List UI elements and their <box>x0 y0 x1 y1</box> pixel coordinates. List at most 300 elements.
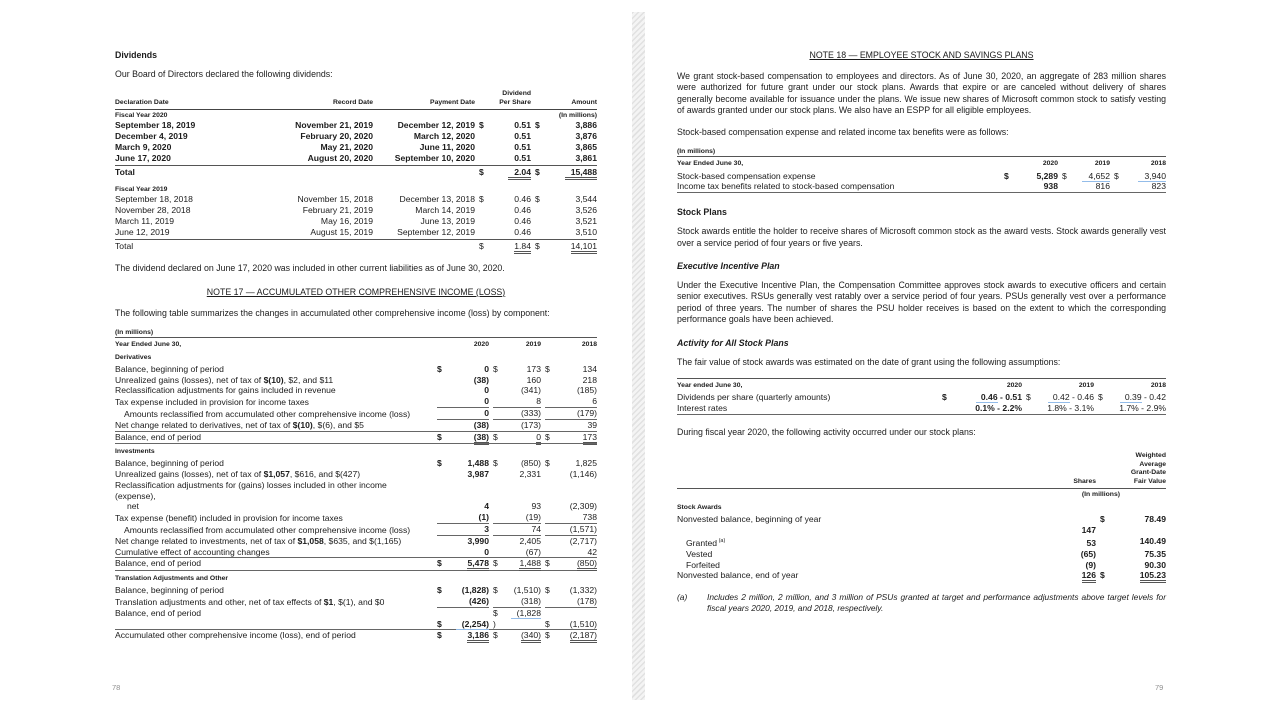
section-label: Investments <box>115 448 155 456</box>
table-row <box>115 536 597 547</box>
row-label: Balance, beginning of period <box>115 458 224 469</box>
fiscal-year-label: Fiscal Year 2019 <box>115 186 168 194</box>
currency-symbol: $ <box>545 363 550 374</box>
table-cell <box>437 512 489 524</box>
cell-lines <box>437 458 489 469</box>
cell-number: 2.04 <box>508 167 531 180</box>
cell-number: 173 <box>526 363 541 374</box>
cell-value <box>1098 403 1166 414</box>
cell-lines <box>545 458 597 469</box>
currency-symbol: $ <box>493 431 498 442</box>
cell-value <box>493 375 541 386</box>
table-row <box>115 364 597 375</box>
currency-symbol: $ <box>1114 170 1119 181</box>
table-row <box>677 514 1166 536</box>
cell-number: (1,571) <box>569 524 597 535</box>
cell-number: 0.46 <box>514 194 531 205</box>
cell-lines <box>1100 570 1166 581</box>
cell-line <box>545 630 597 641</box>
section-label: Stock Awards <box>677 504 722 512</box>
cell-lines <box>437 469 489 480</box>
cell-lines <box>545 364 597 375</box>
cell-number: 3,510 <box>575 227 597 238</box>
currency-symbol: $ <box>535 167 540 178</box>
cell-lines <box>1062 181 1110 192</box>
cell-number: 3,940 <box>1138 171 1166 182</box>
in-millions-label: (In millions) <box>115 329 597 338</box>
cell-number: 3,861 <box>575 153 597 164</box>
row-label: Balance, end of period <box>115 607 202 618</box>
cell-line <box>545 364 597 375</box>
declaration-date: June 17, 2020 <box>115 153 171 164</box>
cell-lines <box>535 167 597 178</box>
note18-heading: NOTE 18 — EMPLOYEE STOCK AND SAVINGS PLANS <box>809 50 1034 60</box>
cell-lines <box>493 630 541 641</box>
cell-lines <box>437 432 489 443</box>
cell-lines <box>942 403 1022 414</box>
cell-number: (38) <box>474 432 489 445</box>
cell-line <box>437 585 489 596</box>
table-cell <box>545 420 597 431</box>
column-header-dividend-per-share <box>479 90 531 107</box>
cell-lines <box>437 596 489 607</box>
cell-value <box>545 375 597 386</box>
cell-value <box>535 131 597 142</box>
cell-number: 1,488 <box>467 458 489 469</box>
table-cell <box>479 227 531 238</box>
cell-line <box>437 408 489 419</box>
cell-line <box>479 205 531 216</box>
cell-lines <box>493 512 541 523</box>
cell-lines <box>1100 549 1166 560</box>
column-header-2018: 2018 <box>1150 381 1166 389</box>
cell-value <box>1119 171 1166 182</box>
currency-symbol: $ <box>437 630 442 641</box>
table-cell <box>493 630 541 641</box>
cell-number: 39 <box>587 419 597 430</box>
cell-line <box>493 630 541 641</box>
cell-lines <box>437 512 489 523</box>
table-row <box>115 558 597 569</box>
stock-plans-body: Stock awards entitle the holder to receive shares of Microsoft common stock as the award vests. Stock awards generally vest over a service period of four years or five years. <box>677 226 1166 248</box>
cell-value <box>493 524 541 535</box>
cell-line <box>545 396 597 407</box>
table-cell <box>545 364 597 375</box>
table-cell <box>493 558 541 569</box>
cell-value <box>437 408 489 419</box>
cell-number: (2,187) <box>570 630 597 643</box>
table-cell <box>493 547 541 558</box>
cell-lines <box>1062 171 1110 182</box>
cell-line <box>535 142 597 153</box>
cell-lines <box>493 608 541 630</box>
cell-number: (1) <box>478 512 489 523</box>
table-cell <box>437 596 489 608</box>
column-header-fair-value <box>1100 452 1166 486</box>
table-cell <box>437 420 489 431</box>
cell-line <box>479 227 531 238</box>
cell-number: 3,544 <box>575 194 597 205</box>
cell-number: (185) <box>576 385 597 396</box>
cell-value <box>545 524 597 535</box>
eip-heading: Executive Incentive Plan <box>677 260 780 271</box>
cell-lines <box>545 558 597 569</box>
table-row <box>115 408 597 420</box>
cell-line <box>545 585 597 596</box>
cell-line <box>545 558 597 569</box>
cell-line <box>1114 171 1166 182</box>
cell-value <box>484 120 531 131</box>
row-label: Balance, beginning of period <box>115 363 224 374</box>
cell-lines <box>493 408 541 419</box>
header-line: Weighted <box>1135 452 1166 460</box>
cell-number: 3,865 <box>575 142 597 153</box>
table-row <box>677 392 1166 403</box>
cell-line <box>437 375 489 386</box>
table-cell <box>942 392 1022 403</box>
cell-line-2: ) <box>493 618 496 629</box>
cell-number: (850) <box>577 558 597 571</box>
cell-lines <box>535 142 597 153</box>
table-cell <box>1004 181 1058 192</box>
cell-line <box>479 142 531 153</box>
table-cell <box>1114 171 1166 182</box>
cell-value <box>437 536 489 547</box>
text-part: $1,058 <box>297 535 324 546</box>
cell-line <box>437 512 489 523</box>
cell-value <box>1103 392 1166 403</box>
cell-lines <box>1114 171 1166 182</box>
declaration-date: March 11, 2019 <box>115 216 175 227</box>
row-label: Balance, end of period <box>115 431 202 442</box>
currency-symbol: $ <box>545 431 550 442</box>
cell-value <box>550 458 597 469</box>
cell-line <box>437 619 489 630</box>
cell-line <box>535 194 597 205</box>
table-row <box>115 120 597 131</box>
table-cell <box>437 408 489 420</box>
cell-lines <box>545 385 597 396</box>
table-cell <box>545 432 597 443</box>
cell-line <box>1100 514 1166 525</box>
cell-number: 0.42 - 0.46 <box>1048 392 1094 403</box>
currency-symbol: $ <box>437 558 442 569</box>
cell-value <box>437 385 489 396</box>
fiscal-year-caption-row <box>115 186 597 193</box>
cell-lines <box>545 585 597 596</box>
cell-lines <box>493 524 541 535</box>
cell-lines <box>493 420 541 431</box>
cell-line <box>437 432 489 443</box>
cell-number: (67) <box>525 546 541 557</box>
table-cell <box>437 458 489 469</box>
cell-line <box>437 558 489 569</box>
cell-line <box>1034 560 1096 571</box>
cell-line <box>493 512 541 523</box>
table-cell <box>479 131 531 142</box>
cell-number: (1,146) <box>569 469 597 480</box>
activity-intro: The fair value of stock awards was estimated on the date of grant using the following assumptions: <box>677 356 1061 367</box>
cell-number: 1.8% - 3.1% <box>1047 403 1094 414</box>
currency-symbol: $ <box>493 585 498 596</box>
row-label: Net change related to investments, net of tax of $1,058, $635, and $(1,165) <box>115 535 402 546</box>
cell-line <box>493 608 541 619</box>
cell-value <box>498 630 541 641</box>
table-cell <box>545 512 597 524</box>
row-label: Translation adjustments and other, net of tax effects of $1, $(1), and $0 <box>115 597 385 608</box>
cell-number: (1,510) <box>569 618 597 629</box>
cell-number: 0.46 <box>514 205 531 216</box>
cell-line <box>1100 549 1166 560</box>
cell-line <box>1100 560 1166 571</box>
cell-value <box>479 205 531 216</box>
column-header-2020: 2020 <box>1042 160 1058 168</box>
cell-line <box>437 524 489 535</box>
cell-value <box>479 153 531 164</box>
cell-number: 0.51 <box>514 142 531 153</box>
cell-line <box>1034 525 1096 536</box>
cell-lines <box>493 364 541 375</box>
table-row <box>115 432 597 443</box>
row-label: Reclassification adjustments for (gains) losses included in other income (expense), net <box>115 479 387 512</box>
cell-number: 2,331 <box>519 469 541 480</box>
in-millions-label: (In millions) <box>558 112 597 120</box>
cell-lines <box>535 194 597 205</box>
table-cell <box>437 501 489 512</box>
cell-lines <box>1034 560 1096 571</box>
table-cell <box>479 216 531 227</box>
cell-line <box>535 153 597 164</box>
header-line: Fair Value <box>1133 477 1166 485</box>
cell-value <box>498 432 541 443</box>
cell-number: 0.51 <box>514 131 531 142</box>
currency-symbol: $ <box>545 585 550 596</box>
record-date: May 16, 2019 <box>320 216 373 227</box>
row-label: Tax expense included in provision for income taxes <box>115 397 309 408</box>
cell-lines <box>493 558 541 569</box>
blank-line <box>1034 514 1096 525</box>
currency-symbol: $ <box>1100 514 1105 525</box>
currency-symbol: $ <box>1004 170 1009 181</box>
fiscal-year-caption-row <box>115 112 597 119</box>
xbrl-underlined-number: 0.46 <box>976 392 998 403</box>
cell-value <box>498 585 541 596</box>
table-cell <box>545 469 597 480</box>
page-gutter-divider <box>632 12 645 700</box>
payment-date: December 12, 2019 <box>397 120 475 131</box>
column-header-amount: Amount <box>571 98 597 106</box>
table-row <box>677 403 1166 415</box>
cell-line <box>493 458 541 469</box>
cell-line <box>437 396 489 407</box>
cell-number: 0.1% - 2.2% <box>975 403 1022 414</box>
cell-lines <box>545 501 597 512</box>
table-cell <box>493 364 541 375</box>
dividends-table <box>115 90 597 252</box>
cell-lines <box>1100 560 1166 571</box>
cell-line <box>1026 392 1094 403</box>
assumptions-table <box>677 378 1166 415</box>
cell-number: (38) <box>473 374 489 385</box>
table-header-label: Year ended June 30, <box>677 381 743 389</box>
column-header-2020: 2020 <box>1006 381 1022 389</box>
xbrl-underlined-number: 0.39 <box>1120 392 1142 403</box>
payment-date: September 10, 2020 <box>394 153 475 164</box>
cell-number: 0.51 <box>514 120 531 131</box>
cell-value <box>493 396 541 407</box>
cell-lines <box>437 558 489 569</box>
cell-value <box>484 167 531 178</box>
cell-lines <box>437 420 489 431</box>
table-cell <box>493 432 541 443</box>
table-header-row <box>677 157 1166 171</box>
cell-number: (19) <box>525 512 541 523</box>
cell-value <box>437 547 489 558</box>
table-cell <box>437 375 489 386</box>
cell-lines <box>535 205 597 216</box>
cell-number: 1,488 <box>519 558 541 571</box>
table-cell <box>437 432 489 443</box>
table-cell <box>535 194 597 205</box>
cell-number: 78.49 <box>1144 514 1166 525</box>
cell-lines <box>437 524 489 535</box>
cell-line <box>1100 570 1166 581</box>
table-row <box>115 131 597 142</box>
cell-value <box>545 408 597 419</box>
cell-lines <box>479 142 531 153</box>
table-cell <box>1100 549 1166 560</box>
cell-line <box>437 385 489 396</box>
currency-symbol: $ <box>493 458 498 469</box>
cell-lines <box>493 385 541 396</box>
cell-value <box>1004 181 1058 192</box>
cell-value <box>493 596 541 607</box>
cell-line <box>493 364 541 375</box>
table-cell <box>1034 570 1096 581</box>
column-header-2018: 2018 <box>1150 160 1166 168</box>
cell-line <box>479 194 531 205</box>
cell-lines <box>1034 549 1096 560</box>
cell-line <box>545 375 597 386</box>
row-label: Forfeited <box>686 559 720 570</box>
cell-number: 173 <box>583 432 597 445</box>
cell-line <box>1062 171 1110 182</box>
cell-number: 3,186 <box>467 630 489 643</box>
cell-value <box>437 396 489 407</box>
column-header-declaration-date: Declaration Date <box>115 98 169 106</box>
table-cell <box>437 619 489 630</box>
table-cell <box>493 536 541 547</box>
cell-line <box>479 131 531 142</box>
table-row <box>115 469 597 480</box>
cell-lines <box>545 420 597 431</box>
cell-line <box>1034 549 1096 560</box>
row-label: Amounts reclassified from accumulated other comprehensive income (loss) <box>124 408 411 419</box>
cell-number: 0.46 <box>514 216 531 227</box>
table-row <box>677 181 1166 193</box>
cell-value <box>1100 560 1166 571</box>
currency-symbol: $ <box>437 431 442 442</box>
table-cell <box>942 403 1022 414</box>
cell-lines <box>535 227 597 238</box>
cell-lines <box>545 547 597 558</box>
table-cell <box>437 536 489 547</box>
table-cell <box>493 524 541 536</box>
payment-date: September 12, 2019 <box>397 227 475 238</box>
cell-line <box>535 241 597 252</box>
row-label: Unrealized gains (losses), net of tax of $(10), $2, and $11 <box>115 374 334 385</box>
dividends-intro: Our Board of Directors declared the following dividends: <box>115 69 333 79</box>
table-cell <box>1034 538 1096 549</box>
declaration-date: September 18, 2018 <box>115 194 193 205</box>
cell-lines <box>942 392 1022 403</box>
column-header-2019: 2019 <box>525 341 541 349</box>
cell-number: 218 <box>582 374 597 385</box>
table-cell <box>479 120 531 131</box>
header-line: Dividend <box>502 90 531 98</box>
table-row <box>115 630 597 641</box>
payment-date: December 13, 2018 <box>399 194 475 205</box>
cell-line <box>545 469 597 480</box>
cell-value <box>498 608 541 619</box>
cell-number: (340) <box>521 630 541 643</box>
cell-line <box>493 524 541 535</box>
cell-lines <box>493 432 541 443</box>
cell-value <box>442 432 489 443</box>
cell-value <box>1100 549 1166 560</box>
declaration-date: September 18, 2019 <box>115 120 196 131</box>
cell-number: 126 <box>1082 570 1096 583</box>
table-cell <box>1100 514 1166 525</box>
cell-lines <box>545 396 597 407</box>
table-cell <box>437 585 489 596</box>
cell-value <box>550 585 597 596</box>
cell-lines <box>493 469 541 480</box>
cell-line <box>942 392 1022 403</box>
table-row <box>677 549 1166 560</box>
cell-number: 738 <box>582 512 597 523</box>
cell-line <box>493 596 541 607</box>
record-date: August 20, 2020 <box>307 153 373 164</box>
cell-line <box>479 120 531 131</box>
right-page <box>677 50 1166 614</box>
cell-line <box>535 120 597 131</box>
cell-line <box>437 630 489 641</box>
stock-awards-table <box>677 452 1166 581</box>
cell-value <box>545 547 597 558</box>
currency-symbol: $ <box>535 120 540 131</box>
table-cell <box>437 385 489 396</box>
row-label: Tax expense (benefit) included in provision for income taxes <box>115 513 343 524</box>
cell-value <box>493 536 541 547</box>
cell-lines <box>493 536 541 547</box>
cell-number: (318) <box>520 596 541 607</box>
cell-value <box>947 392 1022 403</box>
table-cell <box>493 501 541 512</box>
cell-number: 0 <box>484 407 489 418</box>
cell-value <box>442 364 489 375</box>
cell-value <box>493 512 541 523</box>
cell-number: 75.35 <box>1144 548 1166 559</box>
total-row <box>115 165 597 178</box>
cell-value <box>493 420 541 431</box>
column-header-2018: 2018 <box>581 341 597 349</box>
table-row <box>115 194 597 205</box>
cell-value <box>540 241 597 252</box>
cell-line <box>493 432 541 443</box>
cell-value <box>545 536 597 547</box>
currency-symbol: $ <box>942 392 947 403</box>
